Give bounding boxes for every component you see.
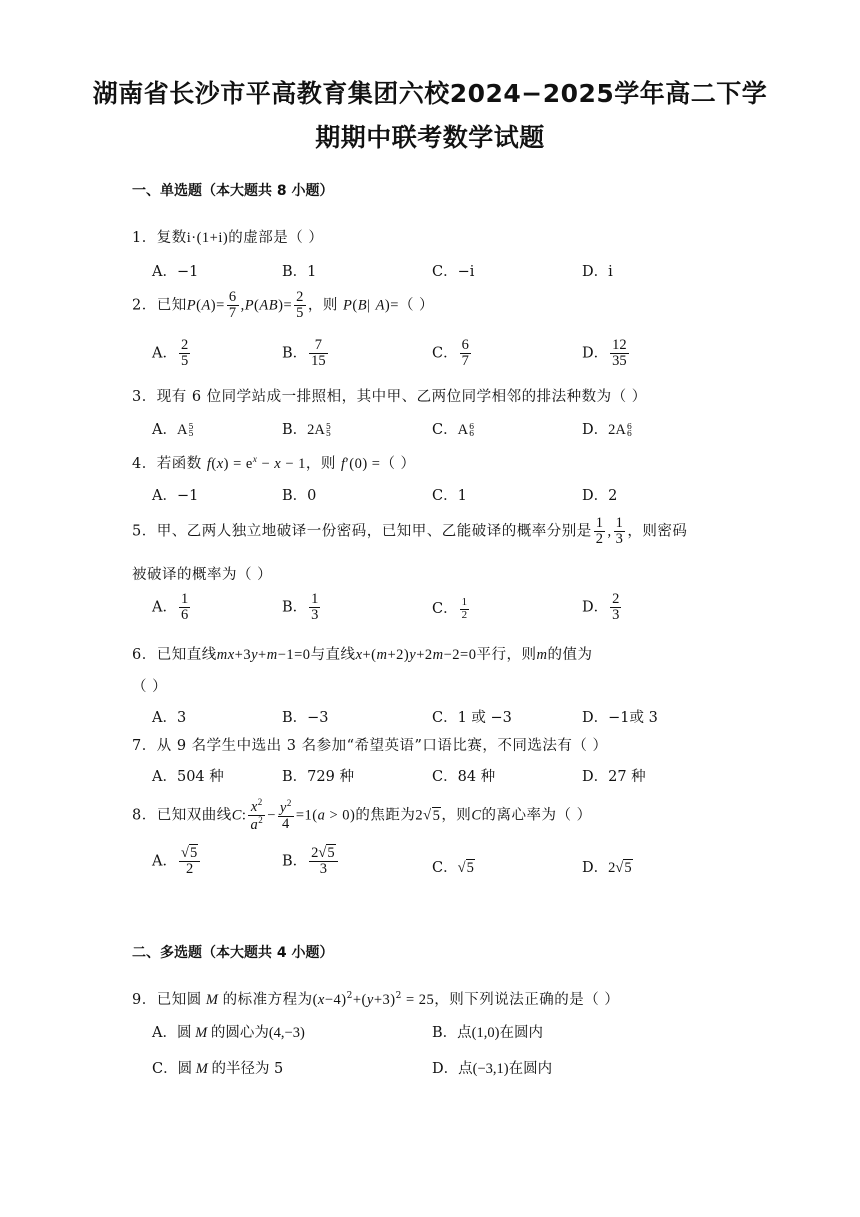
question-3-option-c: C．A 6 6 bbox=[432, 421, 475, 438]
question-1 bbox=[132, 226, 323, 247]
question-7-option-a: A．504 种 bbox=[152, 769, 224, 785]
question-6-option-c: C．1 或 −3 bbox=[432, 710, 512, 726]
page-title-line-2: 期期中联考数学试题 bbox=[315, 123, 545, 152]
question-3-option-a: A．A 5 5 bbox=[152, 421, 194, 438]
question-2-pa-fraction: $\frac{6}{7}$ bbox=[228, 289, 237, 322]
question-4-option-b: B．0 bbox=[282, 488, 317, 504]
question-8-option-a: A． $\frac{√5}{2}$ bbox=[152, 846, 202, 877]
question-6-option-d: D．−1或 3 bbox=[582, 710, 658, 726]
question-9-option-d: D．点(−3,1)在圆内 bbox=[432, 1061, 553, 1077]
question-1-option-c: C．−i bbox=[432, 264, 475, 280]
question-2-suffix: ，则 bbox=[307, 297, 338, 314]
question-5-option-a: A． $\frac{1}{6}$ bbox=[152, 591, 189, 624]
question-5-option-c: C． $\frac{1}{2}$ bbox=[432, 596, 468, 621]
question-4-option-d: D．2 bbox=[582, 488, 618, 504]
question-9-option-b: B．点(1,0)在圆内 bbox=[432, 1025, 543, 1041]
question-6-line-2: （ ） bbox=[132, 679, 168, 695]
question-2-option-a: A． $\frac{2}{5}$ bbox=[152, 337, 189, 370]
question-2-option-c: C． $\frac{6}{7}$ bbox=[432, 337, 469, 370]
question-8: 8．已知双曲线C: $\frac{x^2}{a^2}$ − $\frac{y^2}{4}$ =1(a > 0)的焦距为2√5，则C的离心率为（ ） bbox=[132, 797, 592, 833]
question-6-option-b: B．−3 bbox=[282, 710, 329, 726]
question-8-option-c: C．√5 bbox=[432, 860, 474, 876]
question-7-option-b: B．729 种 bbox=[282, 769, 354, 785]
question-5-option-d: D． $\frac{2}{3}$ bbox=[582, 591, 620, 624]
section-heading-single-choice: 一、单选题（本大题共 8 小题） bbox=[132, 183, 334, 199]
question-4-prefix: 4．若函数 bbox=[132, 456, 202, 472]
page-title-line-1: 湖南省长沙市平高教育集团六校2024−2025学年高二下学 bbox=[92, 79, 768, 108]
question-1-suffix: 的虚部是（ ） bbox=[228, 230, 324, 246]
question-7: 7．从 9 名学生中选出 3 名参加“希望英语”口语比赛，不同选法有（ ） bbox=[132, 738, 608, 754]
question-7-option-c: C．84 种 bbox=[432, 769, 496, 785]
question-3: 3．现有 6 位同学站成一排照相，其中甲、乙两位同学相邻的排法种数为（ ） bbox=[132, 389, 647, 405]
question-3-option-b: B．2A 5 5 bbox=[282, 421, 331, 438]
question-2-option-d: D． $\frac{12}{35}$ bbox=[582, 337, 627, 370]
question-4-option-c: C．1 bbox=[432, 488, 467, 504]
question-1-option-d: D．i bbox=[582, 264, 613, 280]
section-heading-multiple-choice: 二、多选题（本大题共 4 小题） bbox=[132, 945, 334, 961]
question-6-option-a: A．3 bbox=[152, 710, 187, 726]
question-8-option-b: B． $\frac{2√5}{3}$ bbox=[282, 846, 340, 877]
question-5-option-b: B． $\frac{1}{3}$ bbox=[282, 591, 319, 624]
question-1-expression: i·(1+i) bbox=[186, 230, 229, 246]
question-7-option-d: D．27 种 bbox=[582, 769, 646, 785]
question-2: 2．已知P(A)= $\frac{6}{7}$ ,P(AB)= $\frac{2}{5}$ ，则 P(B| A)=（ ） bbox=[132, 289, 435, 322]
question-5-line-1: 5．甲、乙两人独立地破译一份密码，已知甲、乙能破译的概率分别是 $\frac{1}{2}$ , $\frac{1}{3}$ ，则密码 bbox=[132, 515, 688, 548]
question-2-tail: （ ） bbox=[398, 297, 435, 314]
question-4-tail: （ ） bbox=[380, 456, 416, 472]
question-9: 9．已知圆 M 的标准方程为$(x-4)^2+(y+3)^2 = 25$，则下列说法正确的是（ ） bbox=[132, 991, 620, 1008]
question-9-option-a: A．圆 M 的圆心为(4,−3) bbox=[152, 1025, 305, 1041]
question-4: 4．若函数 $f(x) = e^x - x - 1$，则 f′(0) =（ ） bbox=[132, 454, 416, 472]
question-2-prefix: 2．已知 bbox=[132, 297, 187, 314]
question-2-option-b: B． $\frac{7}{15}$ bbox=[282, 337, 326, 370]
question-3-option-d: D．2A 6 6 bbox=[582, 421, 632, 438]
question-1-option-b: B．1 bbox=[282, 264, 317, 280]
question-9-option-c: C．圆 M 的半径为 5 bbox=[152, 1061, 284, 1077]
question-1-prefix: 1．复数 bbox=[132, 230, 187, 246]
question-1-option-a: A．−1 bbox=[152, 264, 199, 280]
question-8-option-d: D．2√5 bbox=[582, 860, 632, 876]
question-5-line-2: 被破译的概率为（ ） bbox=[132, 567, 273, 583]
question-2-pab-fraction: $\frac{2}{5}$ bbox=[296, 289, 304, 322]
question-4-option-a: A．−1 bbox=[152, 488, 199, 504]
question-4-mid: ，则 bbox=[305, 456, 336, 472]
question-6-line-1: 6．已知直线mx+3y+m−1=0与直线x+(m+2)y+2m−2=0平行，则m的值为 bbox=[132, 647, 593, 663]
